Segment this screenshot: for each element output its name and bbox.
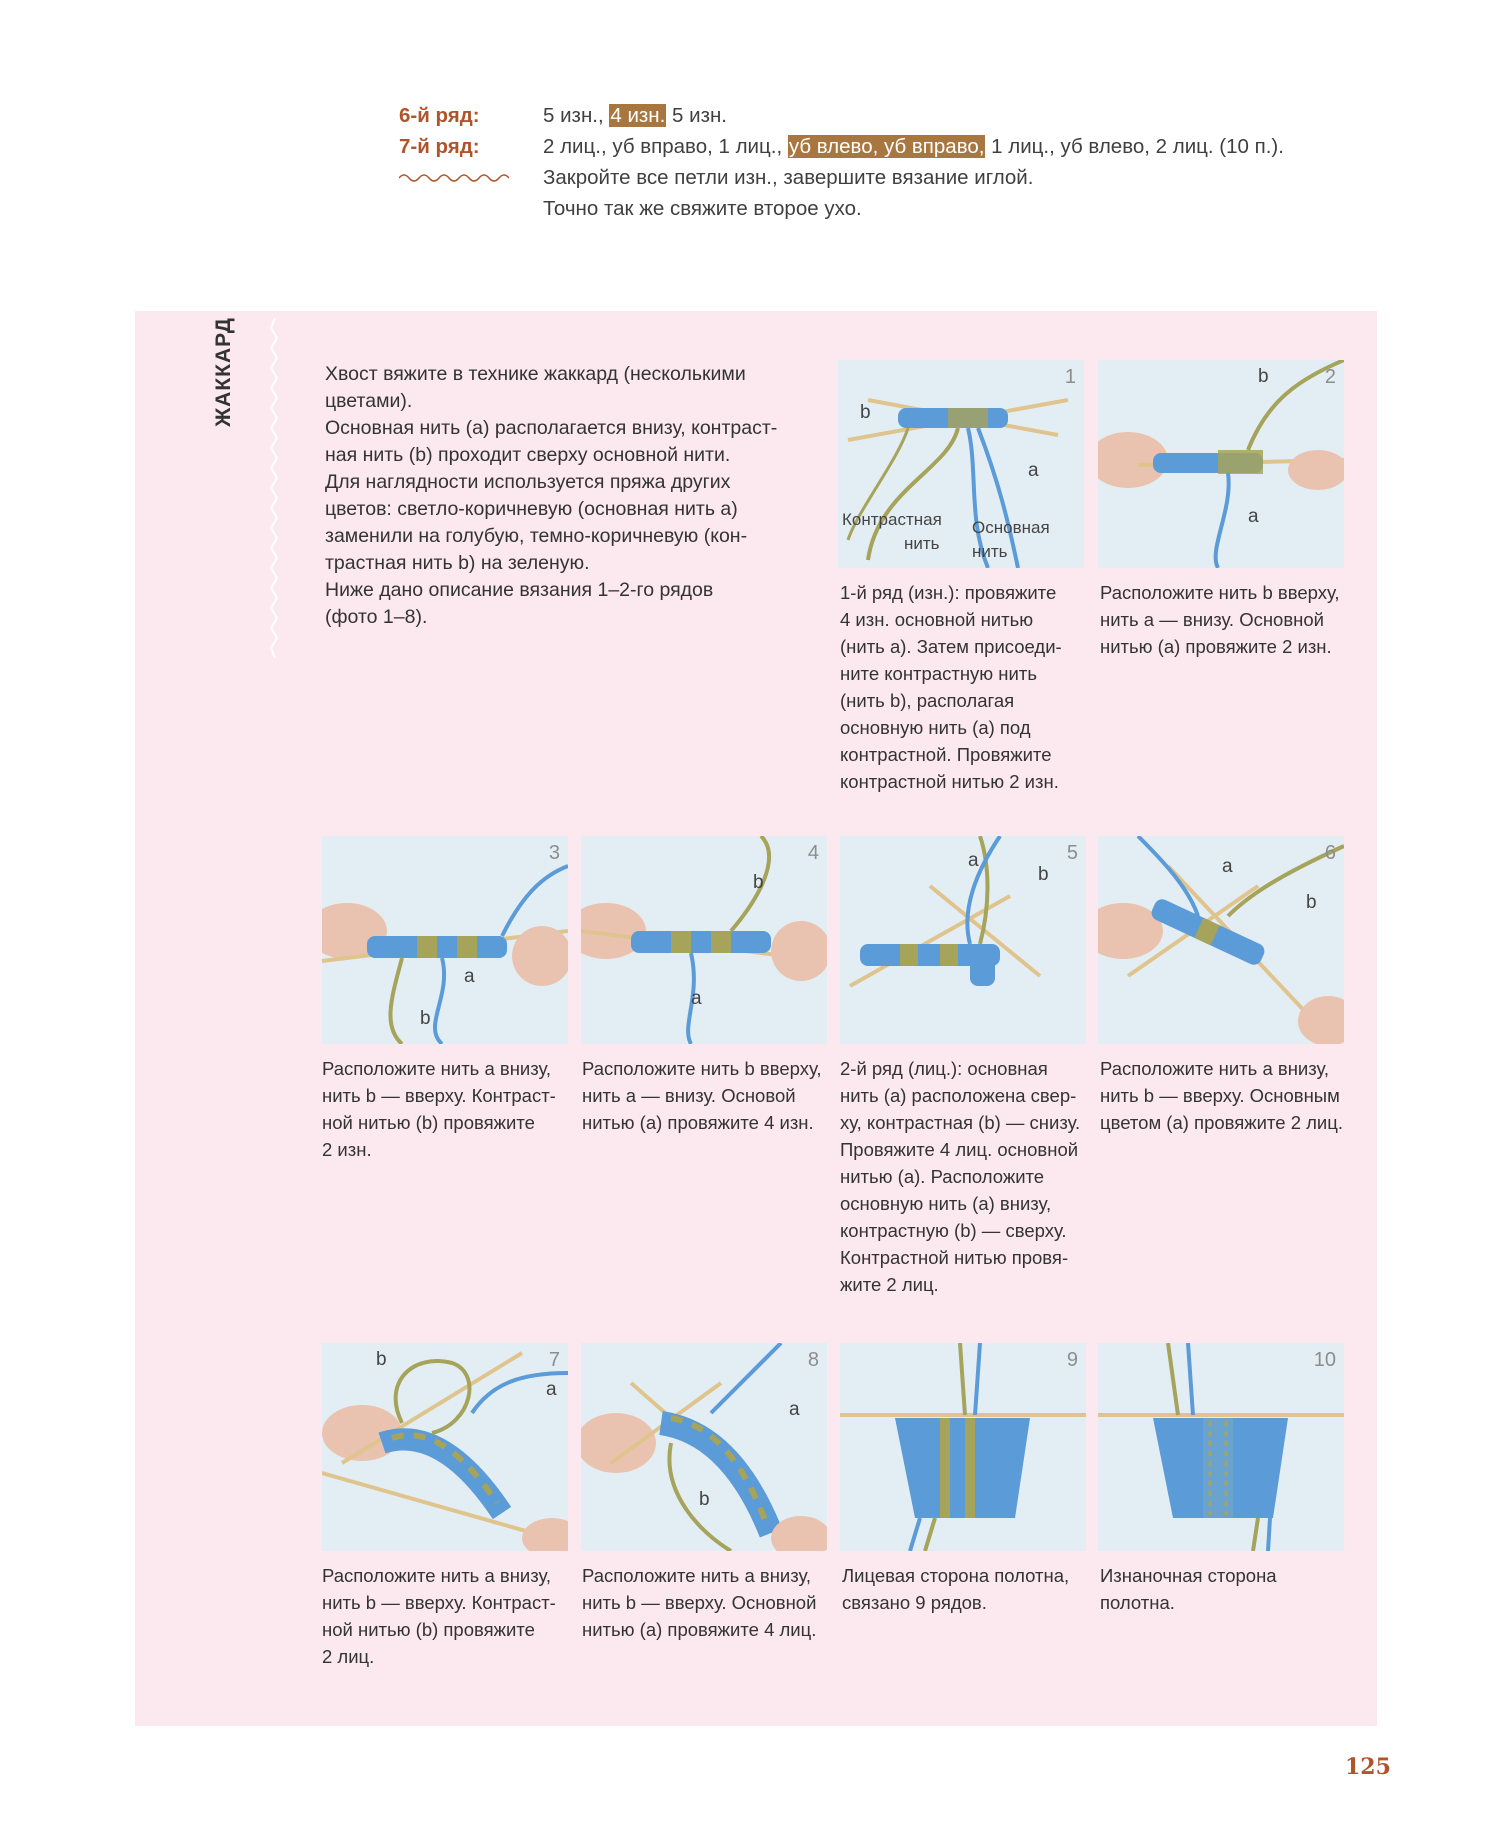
second-ear-text: Точно так же свяжите второе ухо. — [543, 197, 862, 220]
photo-number: 4 — [807, 842, 819, 864]
caption-line: ху, контрастная (b) — снизу. — [840, 1112, 1081, 1133]
caption-2 — [1100, 579, 1346, 660]
photo-2 — [1098, 360, 1344, 568]
section-title: ЖАККАРД — [212, 317, 235, 427]
photo-10 — [1098, 1343, 1344, 1551]
caption-line: нить b — вверху. Основным — [1100, 1085, 1340, 1106]
knitting-photo-7 — [322, 1343, 568, 1551]
caption-line: Провяжите 4 лиц. основной — [840, 1139, 1079, 1160]
intro-line: заменили на голубую, темно-коричневую (кон- — [325, 525, 748, 547]
caption-line: 2-й ряд (лиц.): основная — [840, 1058, 1048, 1079]
photo-number: 10 — [1313, 1349, 1336, 1371]
row-7-text — [543, 131, 1284, 162]
caption-line: Расположите нить a внизу, — [1100, 1058, 1330, 1079]
label-a: a — [789, 1399, 800, 1420]
intro-text — [325, 361, 795, 631]
knitting-photo-8 — [581, 1343, 827, 1551]
photo-3 — [322, 836, 568, 1044]
caption-line: нитью (a) провяжите 4 изн. — [582, 1112, 814, 1133]
photo-number: 2 — [1324, 366, 1336, 388]
row-7-label: 7-й ряд: — [399, 135, 480, 158]
knitting-photo-9 — [840, 1343, 1086, 1551]
label-b: b — [753, 872, 764, 893]
photo-7 — [322, 1343, 568, 1551]
caption-line: Расположите нить a внизу, — [322, 1058, 552, 1079]
intro-line: Хвост вяжите в технике жаккард (несколькими — [325, 363, 746, 385]
caption-line: нитью (a). Расположите — [840, 1166, 1045, 1187]
caption-line: нить (a) расположена свер- — [840, 1085, 1077, 1106]
label-a: a — [1222, 856, 1233, 877]
row-7-highlight: уб влево, уб вправо, — [788, 135, 985, 158]
knitting-photo-4 — [581, 836, 827, 1044]
label-a: a — [968, 850, 979, 871]
photo-6 — [1098, 836, 1344, 1044]
label-b: b — [420, 1008, 431, 1029]
caption-line: 4 изн. основной нитью — [840, 609, 1034, 630]
caption-7 — [322, 1562, 568, 1670]
label-b: b — [376, 1349, 387, 1370]
caption-line: Лицевая сторона полотна, — [842, 1565, 1070, 1586]
caption-line: Расположите нить b вверху, — [582, 1058, 822, 1079]
caption-line: основную нить (a) под — [840, 717, 1031, 738]
intro-line: (фото 1–8). — [325, 606, 428, 628]
row-6-part1: 5 изн., — [543, 104, 610, 127]
close-stitches-text: Закройте все петли изн., завершите вязание иглой. — [543, 166, 1034, 189]
photo-4 — [581, 836, 827, 1044]
row-6-label: 6-й ряд: — [399, 104, 480, 127]
label-b: b — [1258, 366, 1269, 387]
label-a: a — [464, 966, 475, 987]
photo-8 — [581, 1343, 827, 1551]
label-b: b — [699, 1489, 710, 1510]
caption-line: нить b — вверху. Контраст- — [322, 1085, 556, 1106]
caption-line: Расположите нить a внизу, — [582, 1565, 812, 1586]
knitting-photo-2 — [1098, 360, 1344, 568]
caption-line: Расположите нить b вверху, — [1100, 582, 1340, 603]
row-6 — [399, 100, 1379, 131]
caption-8 — [582, 1562, 828, 1643]
wavy-line-icon — [399, 170, 509, 186]
caption-9 — [842, 1562, 1088, 1616]
page-number: 125 — [1345, 1754, 1391, 1780]
label-a: a — [546, 1379, 557, 1400]
caption-line: (нить b), располагая — [840, 690, 1015, 711]
caption-line: нитью (a) провяжите 4 лиц. — [582, 1619, 817, 1640]
intro-line: Ниже дано описание вязания 1–2-го рядов — [325, 579, 714, 601]
caption-4 — [582, 1055, 828, 1136]
row-7-part1: 2 лиц., уб вправо, 1 лиц., — [543, 135, 788, 158]
intro-line: Для наглядности используется пряжа других — [325, 471, 731, 493]
row-7 — [399, 131, 1379, 162]
row-6-highlight: 4 изн. — [610, 104, 666, 127]
photo-number: 9 — [1066, 1349, 1078, 1371]
caption-line: Изнаночная сторона — [1100, 1565, 1277, 1586]
photo-number: 1 — [1064, 366, 1076, 388]
caption-line: жите 2 лиц. — [840, 1274, 939, 1295]
row-7-part2: 1 лиц., уб влево, 2 лиц. (10 п.). — [985, 135, 1284, 158]
caption-line: Контрастной нитью провя- — [840, 1247, 1069, 1268]
label-a: a — [691, 988, 702, 1009]
row-6-text — [543, 100, 727, 131]
caption-line: контрастную (b) — сверху. — [840, 1220, 1067, 1241]
photo-number: 3 — [548, 842, 560, 864]
caption-5 — [840, 1055, 1086, 1298]
knitting-photo-6 — [1098, 836, 1344, 1044]
caption-line: ните контрастную нить — [840, 663, 1037, 684]
label-contrast: Контрастная — [842, 510, 942, 529]
label-a: a — [1028, 460, 1039, 481]
intro-line: трастная нить b) на зеленую. — [325, 552, 590, 574]
label-contrast-2: нить — [904, 534, 940, 553]
intro-line: ная нить (b) проходит сверху основной нити. — [325, 444, 731, 466]
caption-line: нить b — вверху. Основной — [582, 1592, 817, 1613]
photo-number: 8 — [807, 1349, 819, 1371]
row-close — [399, 162, 1379, 193]
intro-line: цветами). — [325, 390, 413, 412]
pattern-rows — [399, 100, 1379, 224]
label-b: b — [860, 402, 871, 423]
caption-line: контрастной нитью 2 изн. — [840, 771, 1059, 792]
photo-number: 6 — [1324, 842, 1336, 864]
caption-10 — [1100, 1562, 1346, 1616]
photo-9 — [840, 1343, 1086, 1551]
row-6-part2: 5 изн. — [666, 104, 727, 127]
row-second-ear — [399, 193, 1379, 224]
caption-6 — [1100, 1055, 1346, 1136]
caption-line: 2 изн. — [322, 1139, 372, 1160]
caption-line: цветом (a) провяжите 2 лиц. — [1100, 1112, 1343, 1133]
knitting-photo-5 — [840, 836, 1086, 1044]
caption-line: связано 9 рядов. — [842, 1592, 987, 1613]
caption-line: полотна. — [1100, 1592, 1175, 1613]
label-b: b — [1038, 864, 1049, 885]
caption-line: 2 лиц. — [322, 1646, 375, 1667]
caption-line: нить a — внизу. Основной — [1100, 609, 1325, 630]
caption-line: контрастной. Провяжите — [840, 744, 1052, 765]
caption-1 — [840, 579, 1086, 795]
photo-number: 5 — [1066, 842, 1078, 864]
photo-1 — [838, 360, 1084, 568]
zigzag-divider-icon — [269, 318, 281, 658]
label-main-2: нить — [972, 542, 1008, 561]
photo-number: 7 — [548, 1349, 560, 1371]
caption-line: нитью (a) провяжите 2 изн. — [1100, 636, 1332, 657]
caption-line: основную нить (a) внизу, — [840, 1193, 1052, 1214]
caption-line: Расположите нить a внизу, — [322, 1565, 552, 1586]
caption-3 — [322, 1055, 568, 1163]
knitting-photo-10 — [1098, 1343, 1344, 1551]
knitting-photo-3 — [322, 836, 568, 1044]
photo-5 — [840, 836, 1086, 1044]
intro-line: цветов: светло-коричневую (основная нить a) — [325, 498, 738, 520]
label-main: Основная — [972, 518, 1050, 537]
caption-line: 1-й ряд (изн.): провяжите — [840, 582, 1057, 603]
label-a: a — [1248, 506, 1259, 527]
label-b: b — [1306, 892, 1317, 913]
caption-line: ной нитью (b) провяжите — [322, 1112, 535, 1133]
caption-line: (нить a). Затем присоеди- — [840, 636, 1062, 657]
intro-line: Основная нить (a) располагается внизу, контраст- — [325, 417, 778, 439]
caption-line: нить a — внизу. Основой — [582, 1085, 796, 1106]
caption-line: ной нитью (b) провяжите — [322, 1619, 535, 1640]
caption-line: нить b — вверху. Контраст- — [322, 1592, 556, 1613]
